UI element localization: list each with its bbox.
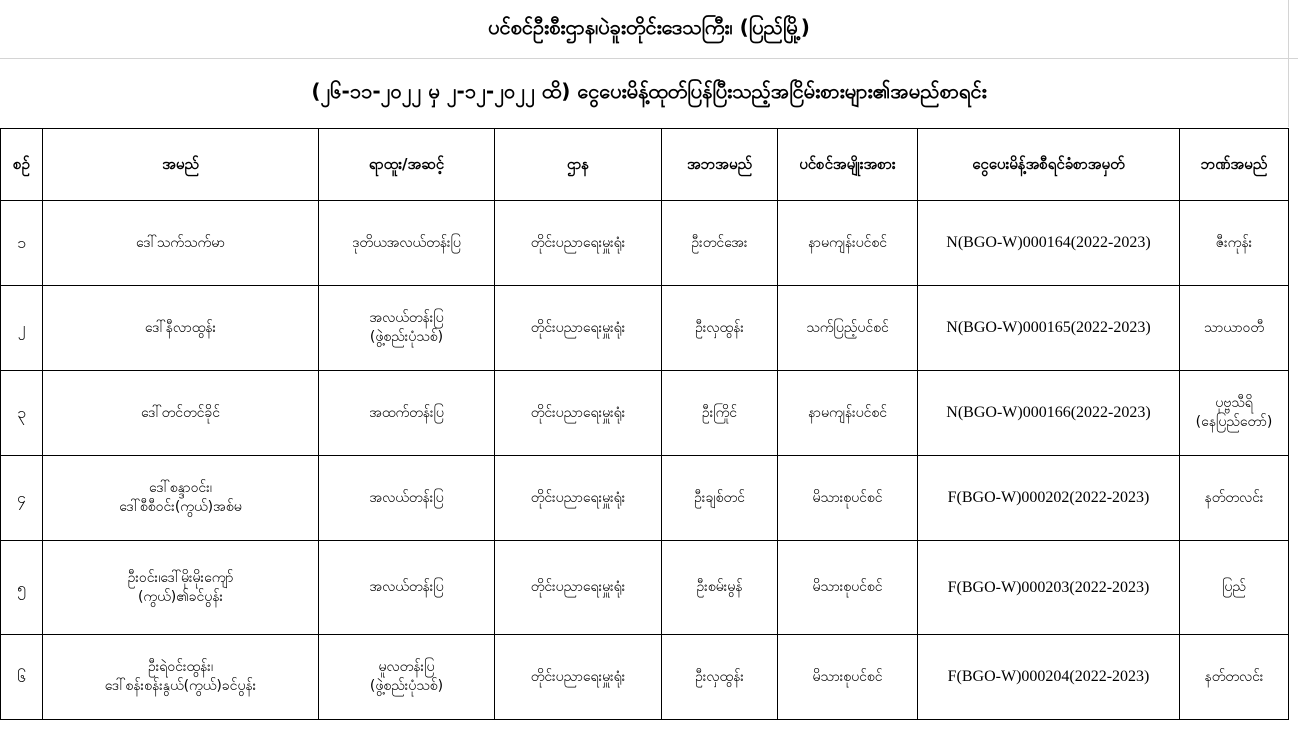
- cell-name[interactable]: [43, 286, 319, 371]
- cell-name-line: ဒေါ်သက်သက်မာ: [136, 234, 225, 251]
- document-subtitle: (၂၆-၁၁-၂၀၂၂ မှ ၂-၁၂-၂၀၂၂ ထိ) ငွေပေးမိန့်ထုတ်ပြန်ပြီးသည့်အငြိမ်းစားများ၏အမည်စာရင်း: [311, 79, 987, 103]
- cell-pension-type[interactable]: သက်ပြည့်ပင်စင်: [778, 286, 918, 371]
- table-row: [1, 635, 1289, 720]
- cell-rank-line: (ဖွဲ့စည်းပုံသစ်): [369, 678, 444, 694]
- table-header-row: [1, 129, 1289, 201]
- cell-serial[interactable]: ၂: [1, 286, 43, 371]
- cell-bank-line: (နေပြည်တော်): [1195, 414, 1273, 430]
- cell-serial[interactable]: ၄: [1, 456, 43, 541]
- cell-bank-line: နတ်တလင်း: [1204, 668, 1264, 685]
- header-serial[interactable]: စဉ်: [1, 129, 43, 201]
- cell-order-number[interactable]: F(BGO-W)000202(2022-2023): [918, 456, 1180, 541]
- cell-father-name[interactable]: ဦးလှထွန်း: [662, 286, 778, 371]
- header-father-name[interactable]: အဘအမည်: [662, 129, 778, 201]
- cell-bank[interactable]: [1180, 286, 1289, 371]
- cell-pension-type[interactable]: မိသားစုပင်စင်: [778, 635, 918, 720]
- cell-rank-line: မူလတန်းပြ: [378, 659, 435, 676]
- pension-table: [0, 128, 1289, 720]
- table-row: [1, 371, 1289, 456]
- cell-serial[interactable]: ၆: [1, 635, 43, 720]
- cell-rank-line: ဒုတိယအလယ်တန်းပြ: [352, 234, 461, 251]
- cell-pension-type[interactable]: နာမကျန်းပင်စင်: [778, 371, 918, 456]
- cell-name-line: ဒေါ်နီလာထွန်း: [144, 319, 217, 336]
- cell-department[interactable]: တိုင်းပညာရေးမှူးရုံး: [495, 371, 662, 456]
- cell-name-line: (ကွယ်)၏ခင်ပွန်း: [137, 588, 224, 605]
- cell-father-name[interactable]: ဦးစမ်းမွန်: [662, 541, 778, 635]
- cell-father-name[interactable]: ဦးလှထွန်း: [662, 635, 778, 720]
- cell-rank[interactable]: [319, 371, 495, 456]
- cell-bank-line: နတ်တလင်း: [1204, 489, 1264, 506]
- cell-name[interactable]: [43, 201, 319, 286]
- cell-name[interactable]: [43, 456, 319, 541]
- cell-name[interactable]: [43, 541, 319, 635]
- header-pension-type[interactable]: ပင်စင်အမျိုးအစား: [778, 129, 918, 201]
- cell-rank[interactable]: [319, 201, 495, 286]
- cell-rank-line: (ဖွဲ့စည်းပုံသစ်): [369, 329, 444, 345]
- cell-pension-type[interactable]: မိသားစုပင်စင်: [778, 541, 918, 635]
- cell-order-number[interactable]: F(BGO-W)000203(2022-2023): [918, 541, 1180, 635]
- cell-bank[interactable]: [1180, 541, 1289, 635]
- cell-bank-line: ပြည်: [1222, 579, 1246, 596]
- cell-rank-line: အလယ်တန်းပြ: [369, 489, 444, 506]
- cell-bank[interactable]: [1180, 201, 1289, 286]
- cell-bank[interactable]: [1180, 456, 1289, 541]
- cell-serial[interactable]: ၁: [1, 201, 43, 286]
- cell-department[interactable]: တိုင်းပညာရေးမှူးရုံး: [495, 456, 662, 541]
- header-rank[interactable]: ရာထူး/အဆင့်: [319, 129, 495, 201]
- cell-rank[interactable]: [319, 541, 495, 635]
- cell-department[interactable]: တိုင်းပညာရေးမှူးရုံး: [495, 286, 662, 371]
- cell-order-number[interactable]: N(BGO-W)000164(2022-2023): [918, 201, 1180, 286]
- cell-father-name[interactable]: ဦးချစ်တင်: [662, 456, 778, 541]
- table-row: [1, 541, 1289, 635]
- cell-rank-line: အလယ်တန်းပြ: [369, 310, 444, 327]
- cell-bank[interactable]: [1180, 635, 1289, 720]
- cell-name-line: ဦးဝင်း၊ဒေါ်မိုးမိုးကျော်: [127, 569, 234, 586]
- cell-father-name[interactable]: ဦးကြိုင်: [662, 371, 778, 456]
- cell-department[interactable]: တိုင်းပညာရေးမှူးရုံး: [495, 635, 662, 720]
- cell-department[interactable]: တိုင်းပညာရေးမှူးရုံး: [495, 201, 662, 286]
- cell-name-line: ဒေါ်စန်းစန်းနွယ်(ကွယ်)ခင်ပွန်း: [104, 678, 257, 694]
- cell-rank[interactable]: [319, 635, 495, 720]
- cell-order-number[interactable]: F(BGO-W)000204(2022-2023): [918, 635, 1180, 720]
- table-row: [1, 456, 1289, 541]
- cell-order-number[interactable]: N(BGO-W)000165(2022-2023): [918, 286, 1180, 371]
- cell-name-line: ဦးရဲဝင်းထွန်း၊: [147, 659, 214, 676]
- cell-pension-type[interactable]: နာမကျန်းပင်စင်: [778, 201, 918, 286]
- cell-father-name[interactable]: ဦးတင်အေး: [662, 201, 778, 286]
- cell-rank[interactable]: [319, 286, 495, 371]
- cell-bank-line: ဇီးကုန်း: [1215, 234, 1253, 251]
- cell-rank-line: အထက်တန်းပြ: [369, 404, 444, 421]
- cell-serial[interactable]: ၃: [1, 371, 43, 456]
- cell-name-line: ဒေါ်တင်တင်ခိုင်: [140, 404, 221, 421]
- cell-department[interactable]: တိုင်းပညာရေးမှူးရုံး: [495, 541, 662, 635]
- cell-gridline: [1288, 0, 1289, 127]
- cell-rank-line: အလယ်တန်းပြ: [369, 579, 444, 596]
- cell-serial[interactable]: ၅: [1, 541, 43, 635]
- table-row: [1, 286, 1289, 371]
- cell-bank-line: ပုဗ္ဗသီရိ: [1215, 395, 1253, 412]
- header-department[interactable]: ဌာန: [495, 129, 662, 201]
- cell-name-line: ဒေါ်စီစီဝင်း(ကွယ်)အစ်မ: [119, 499, 242, 515]
- header-order-number[interactable]: ငွေပေးမိန့်အစီရင်ခံစာအမှတ်: [918, 129, 1180, 201]
- cell-bank[interactable]: [1180, 371, 1289, 456]
- cell-bank-line: သာယာဝတီ: [1203, 319, 1265, 336]
- cell-name[interactable]: [43, 371, 319, 456]
- cell-name[interactable]: [43, 635, 319, 720]
- cell-pension-type[interactable]: မိသားစုပင်စင်: [778, 456, 918, 541]
- cell-rank[interactable]: [319, 456, 495, 541]
- document-title: ပင်စင်ဦးစီးဌာန၊ပဲခူးတိုင်းဒေသကြီး၊ (ပြည်မြို့): [0, 0, 1298, 59]
- header-name[interactable]: အမည်: [43, 129, 319, 201]
- cell-name-line: ဒေါ်စန္ဒာဝင်း၊: [149, 480, 212, 497]
- table-row: [1, 201, 1289, 286]
- cell-order-number[interactable]: N(BGO-W)000166(2022-2023): [918, 371, 1180, 456]
- header-bank[interactable]: ဘဏ်အမည်: [1180, 129, 1289, 201]
